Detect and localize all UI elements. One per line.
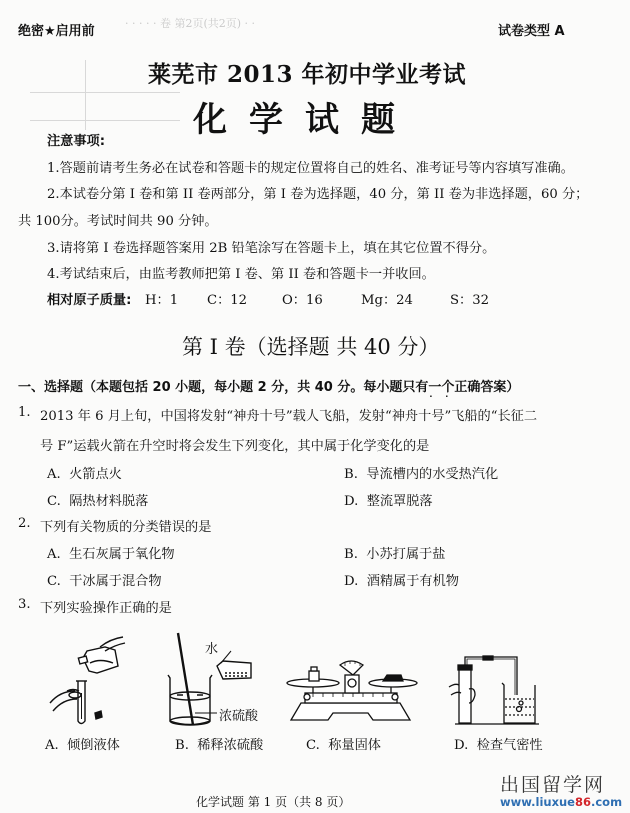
watermark-site-name: 出国留学网 — [500, 774, 606, 796]
exam-title: 莱芜市 2013 年初中学业考试 — [148, 61, 467, 88]
option-text: 酒精属于有机物 — [366, 574, 459, 589]
figure-c[interactable] — [283, 655, 418, 725]
label-water: 水 — [205, 642, 219, 657]
option-text: 隔热材料脱落 — [69, 494, 149, 509]
figure-a[interactable] — [45, 633, 135, 728]
atomic-mass-o: O：16 — [282, 293, 323, 308]
option-text: 小苏打属于盐 — [366, 547, 446, 562]
figure-a-caption — [45, 734, 120, 753]
question-3-stem: 下列实验操作正确的是 — [40, 601, 172, 616]
scan-ghost-line — [30, 92, 180, 93]
atomic-mass-row — [47, 289, 131, 308]
option-text: 干冰属于混合物 — [69, 574, 162, 589]
figure-caption-text: 稀释浓硫酸 — [197, 738, 264, 753]
option-key: B. — [344, 547, 358, 562]
subject-title: 化学试题 — [193, 100, 417, 140]
option-key: B. — [344, 467, 358, 482]
figure-caption-text: 检查气密性 — [476, 738, 543, 753]
question-1-stem-line2: 号 F”运载火箭在升空时将会发生下列变化，其中属于化学变化的是 — [40, 439, 430, 454]
figure-key: B. — [175, 738, 189, 753]
section-heading — [18, 376, 519, 395]
notice-item-1: 1.答题前请考生务必在试卷和答题卡的规定位置将自己的姓名、准考证号等内容填写准确。 — [47, 161, 574, 176]
question-2-option-d[interactable] — [344, 570, 459, 589]
option-key: D. — [344, 494, 359, 509]
option-text: 火箭点火 — [69, 467, 122, 482]
label-sulfuric-acid: 浓硫酸 — [219, 709, 259, 724]
atomic-mass-mg: Mg：24 — [361, 293, 413, 308]
atomic-mass-label: 相对原子质量: — [47, 293, 132, 308]
notice-item-2-cont: 共 100分。考试时间共 90 分钟。 — [18, 214, 218, 229]
notices-heading: 注意事项: — [47, 134, 106, 149]
question-2-option-b[interactable] — [344, 543, 445, 562]
section-heading-emphasis: 一个 · · — [428, 380, 454, 395]
figure-key: A. — [45, 738, 59, 753]
option-key: A. — [47, 467, 61, 482]
watermark-url-part2: 86 — [574, 795, 591, 809]
figure-key: D. — [454, 738, 469, 753]
question-3-number: 3. — [18, 597, 31, 612]
paper-type-label: 试卷类型 A — [498, 24, 565, 39]
figure-b-caption — [175, 734, 263, 753]
scan-ghost-line — [30, 120, 180, 121]
figure-caption-text: 倾倒液体 — [67, 738, 120, 753]
section-heading-suffix: 正确答案） — [454, 380, 520, 395]
confidential-label: 绝密★启用前 — [18, 24, 95, 39]
option-text: 整流罩脱落 — [366, 494, 433, 509]
option-key: C. — [47, 494, 61, 509]
option-key: D. — [344, 574, 359, 589]
question-1-number: 1. — [18, 405, 31, 420]
question-1-option-c[interactable] — [47, 490, 148, 509]
airtightness-check-icon — [447, 655, 547, 727]
atomic-mass-s: S：32 — [450, 293, 490, 308]
option-text: 导流槽内的水受热汽化 — [366, 467, 499, 482]
question-1-option-a[interactable] — [47, 463, 122, 482]
notice-item-2: 2.本试卷分第 I 卷和第 II 卷两部分，第 I 卷为选择题，40 分，第 II 卷为非选择题，60 分； — [47, 187, 589, 202]
question-2-option-a[interactable] — [47, 543, 175, 562]
option-text: 生石灰属于氧化物 — [69, 547, 175, 562]
test-tube-pouring-icon — [45, 633, 135, 728]
question-2-stem: 下列有关物质的分类错误的是 — [40, 520, 212, 535]
figure-d[interactable] — [447, 655, 547, 727]
figure-c-caption — [306, 734, 381, 753]
figure-caption-text: 称量固体 — [328, 738, 381, 753]
question-1-stem-line1: 2013 年 6 月上旬，中国将发射“神舟十号”载人飞船，发射“神舟十号”飞船的“长征二 — [40, 409, 538, 424]
section-heading-prefix: 一、选择题（本题包括 20 小题，每小题 2 分，共 40 分。每小题只有 — [18, 380, 429, 395]
option-key: C. — [47, 574, 61, 589]
scan-ghost-text: · · · · · 卷 第2页(共2页) · · — [125, 17, 256, 30]
question-1-option-d[interactable] — [344, 490, 433, 509]
notice-item-3: 3.请将第 I 卷选择题答案用 2B 铅笔涂写在答题卡上，填在其它位置不得分。 — [47, 241, 496, 256]
figure-b[interactable] — [165, 633, 275, 728]
page-footer: 化学试题 第 1 页（共 8 页） — [196, 795, 351, 809]
figure-key: C. — [306, 738, 320, 753]
atomic-mass-c: C：12 — [207, 293, 248, 308]
option-key: A. — [47, 547, 61, 562]
atomic-mass-h: H：1 — [145, 293, 179, 308]
figure-d-caption — [454, 734, 543, 753]
watermark-url[interactable] — [500, 795, 622, 809]
question-2-number: 2. — [18, 516, 31, 531]
watermark-url-part1: www.liuxue — [500, 795, 575, 809]
scan-ghost-line — [85, 60, 86, 130]
notice-item-4: 4.考试结束后，由监考教师把第 I 卷、第 II 卷和答题卡一并收回。 — [47, 267, 435, 282]
section-title: 第 I 卷（选择题 共 40 分） — [182, 335, 440, 359]
question-1-option-b[interactable] — [344, 463, 498, 482]
question-2-option-c[interactable] — [47, 570, 162, 589]
watermark-url-part3: .com — [591, 795, 623, 809]
balance-scale-icon — [283, 655, 418, 725]
